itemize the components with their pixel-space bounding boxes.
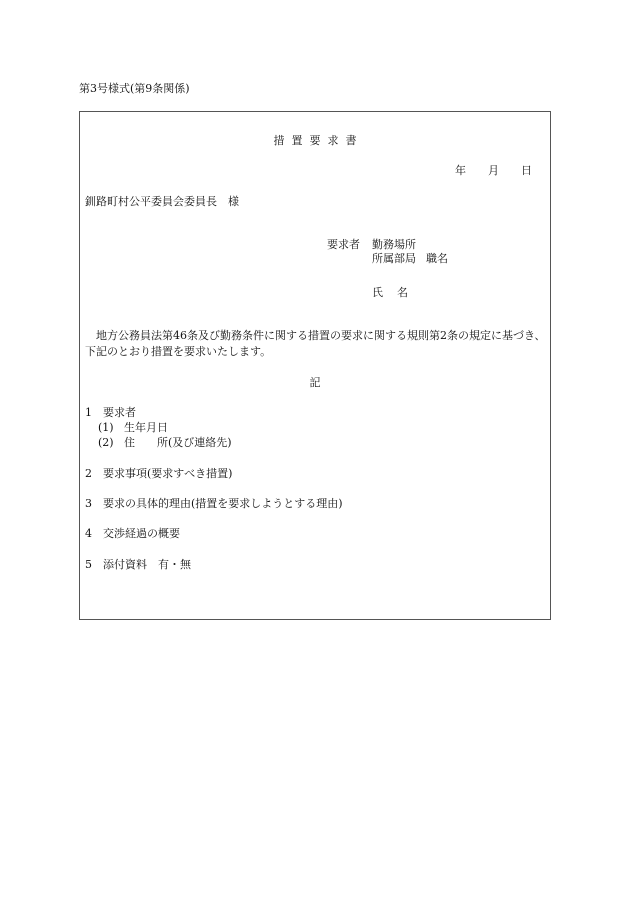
addressee: 釧路町村公平委員会委員長 様 [85, 195, 239, 208]
date-month: 月 [488, 164, 499, 177]
department-position-line [372, 252, 448, 266]
subitem-number: (1) [98, 421, 114, 434]
date-day: 日 [521, 164, 532, 177]
workplace-label: 勤務場所 [372, 238, 416, 251]
subitem-label: 生年月日 [124, 421, 168, 434]
name-label [372, 286, 408, 300]
item-label: 添付資料 有・無 [103, 558, 191, 571]
requester-fields [372, 238, 448, 266]
document-title: 措置要求書 [273, 134, 364, 147]
item-label: 交渉経過の概要 [103, 527, 180, 540]
list-item [85, 527, 180, 541]
date-line [455, 164, 532, 178]
department-label: 所属部局 [372, 251, 416, 265]
subitem-number: (2) [98, 436, 114, 449]
item-number: 4 [85, 527, 92, 540]
position-label: 職名 [426, 251, 448, 265]
list-item [85, 467, 232, 481]
sub-list-item [98, 421, 168, 435]
name-label-second: 名 [397, 286, 408, 299]
requester-label: 要求者 [327, 238, 360, 251]
list-item [85, 558, 191, 572]
item-number: 3 [85, 497, 92, 510]
list-item [85, 497, 343, 511]
request-statement: 地方公務員法第46条及び勤務条件に関する措置の要求に関する規則第2条の規定に基づき、下記のとおり措置を要求いたします。 [85, 329, 546, 358]
item-label: 要求事項(要求すべき措置) [103, 467, 233, 480]
name-label-first: 氏 [372, 286, 383, 299]
item-number: 2 [85, 467, 92, 480]
item-number: 1 [85, 406, 92, 419]
list-item [85, 406, 136, 420]
date-year: 年 [455, 164, 466, 177]
sub-list-item [98, 436, 232, 450]
form-number: 第3号様式(第9条関係) [79, 82, 190, 95]
ki-heading: 記 [309, 376, 321, 389]
subitem-label: 住 所(及び連絡先) [124, 436, 232, 449]
item-label: 要求者 [103, 406, 136, 419]
item-label: 要求の具体的理由(措置を要求しようとする理由) [103, 497, 343, 510]
request-form-frame [79, 111, 551, 620]
item-number: 5 [85, 558, 92, 571]
